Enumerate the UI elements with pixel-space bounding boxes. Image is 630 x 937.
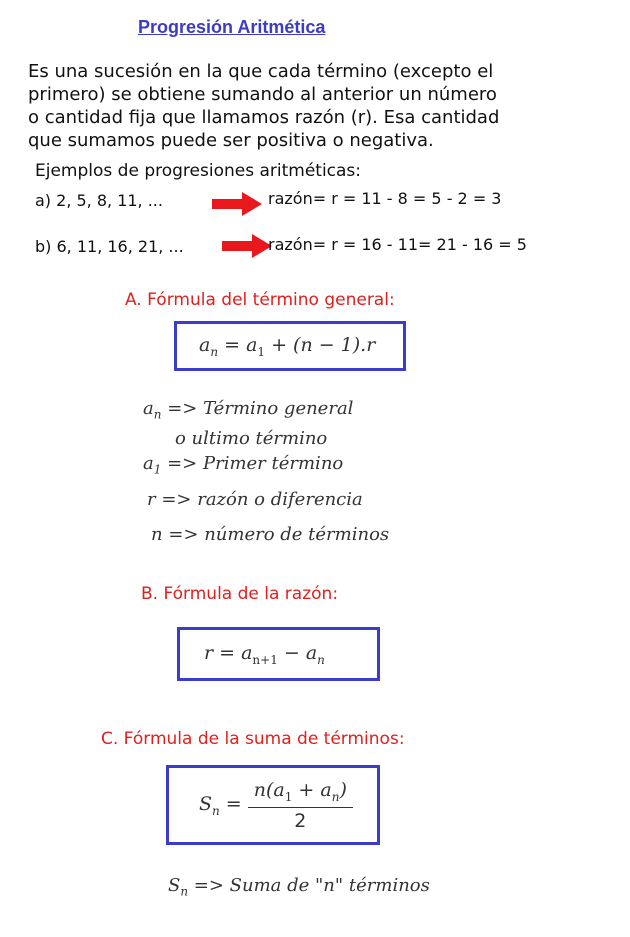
- intro-line: que sumamos puede ser positiva o negativa.: [28, 130, 434, 151]
- intro-line: primero) se obtiene sumando al anterior un número: [28, 84, 497, 105]
- sum-formula-box: [166, 765, 380, 845]
- section-c-heading: C. Fórmula de la suma de términos:: [101, 729, 405, 749]
- legend-general-term: $a_n$ => Término general: [143, 398, 354, 422]
- section-b-heading: B. Fórmula de la razón:: [141, 584, 339, 604]
- example-a-sequence: a) 2, 5, 8, 11, ...: [35, 191, 163, 210]
- page-title: Progresión Aritmética: [138, 17, 326, 37]
- sum-fraction: $\frac{n(a_1 + a_n)}{2}$: [248, 779, 353, 832]
- intro-line: o cantidad fija que llamamos razón (r). Esa cantidad: [28, 107, 500, 128]
- legend-first-term: $a_1$ => Primer término: [143, 453, 344, 477]
- sum-formula: $S_n$ = $\frac{n(a_1 + a_n)}{2}$: [199, 779, 353, 832]
- example-b-ratio: razón= r = 16 - 11= 21 - 16 = 5: [268, 235, 527, 254]
- example-b-sequence: b) 6, 11, 16, 21, ...: [35, 237, 184, 256]
- general-term-formula-box: [174, 321, 406, 371]
- legend-sum: $S_n$ => Suma de "n" términos: [168, 875, 430, 899]
- legend-last-term: o ultimo término: [175, 428, 328, 449]
- arrow-right-icon: [222, 234, 272, 258]
- general-term-formula: $a_n = a_1 + (n - 1).r$: [199, 334, 376, 359]
- legend-number-of-terms: n => número de términos: [151, 524, 390, 545]
- examples-heading: Ejemplos de progresiones aritméticas:: [35, 161, 362, 181]
- section-a-heading: A. Fórmula del término general:: [125, 290, 395, 310]
- intro-paragraph: [28, 60, 499, 152]
- legend-ratio: r => razón o diferencia: [147, 489, 363, 510]
- ratio-formula-box: [177, 627, 380, 681]
- intro-line: Es una sucesión en la que cada término (excepto el: [28, 61, 494, 82]
- ratio-formula: $r = a_{n+1} - a_n$: [204, 642, 325, 667]
- example-a-ratio: razón= r = 11 - 8 = 5 - 2 = 3: [268, 189, 502, 208]
- arrow-right-icon: [212, 192, 262, 216]
